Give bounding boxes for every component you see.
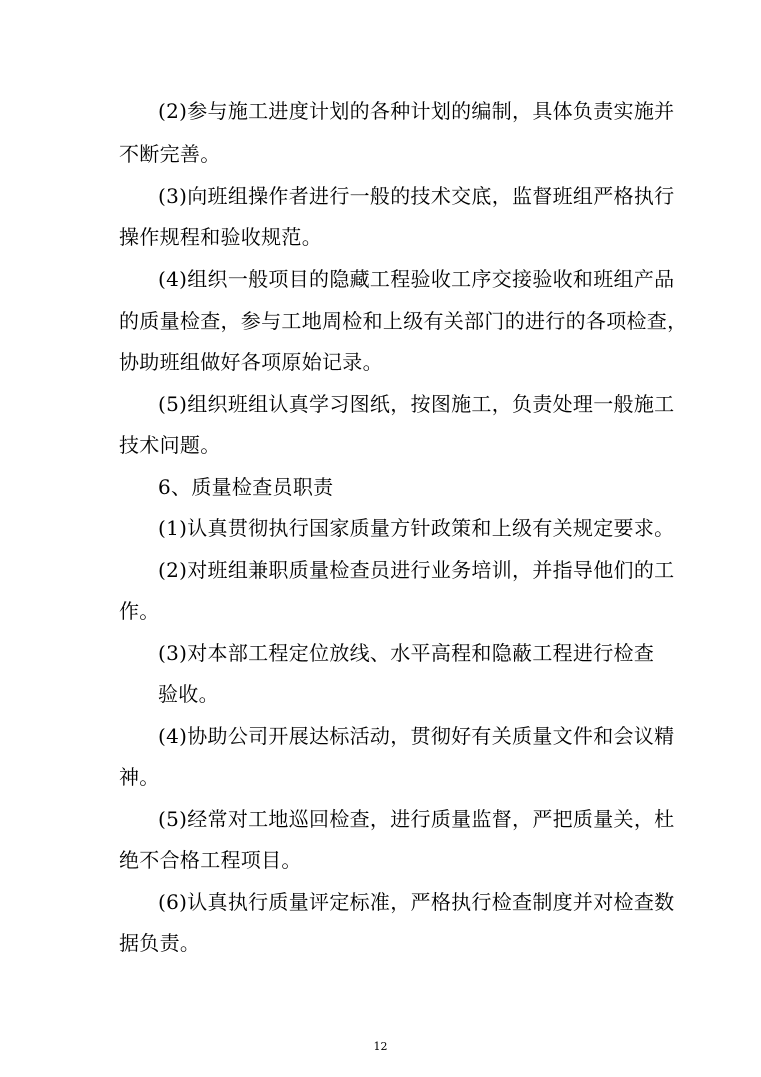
paragraph-line: (2)对班组兼职质量检查员进行业务培训，并指导他们的工 [158, 558, 675, 582]
paragraph-line: 技术问题。 [119, 433, 221, 457]
paragraph-line: 的质量检查，参与工地周检和上级有关部门的进行的各项检查， [119, 309, 688, 333]
paragraph-line: (5)组织班组认真学习图纸，按图施工，负责处理一般施工 [158, 392, 675, 416]
paragraph-line: (4)组织一般项目的隐藏工程验收工序交接验收和班组产品 [158, 267, 675, 291]
paragraph-line: (6)认真执行质量评定标准，严格执行检查制度并对检查数 [158, 890, 675, 914]
paragraph-line: 绝不合格工程项目。 [119, 848, 302, 872]
paragraph-line: (1)认真贯彻执行国家质量方针政策和上级有关规定要求。 [158, 516, 675, 540]
paragraph-line: (5)经常对工地巡回检查，进行质量监督，严把质量关，杜 [158, 807, 675, 831]
section-heading: 6、质量检查员职责 [158, 475, 334, 499]
paragraph-line: (3)向班组操作者进行一般的技术交底，监督班组严格执行 [158, 184, 675, 208]
page-number: 12 [373, 1040, 388, 1053]
paragraph-line: 验收。 [158, 682, 219, 706]
paragraph-line: 据负责。 [119, 931, 201, 955]
paragraph-line: 作。 [119, 599, 160, 623]
paragraph-line: 不断完善。 [119, 142, 221, 166]
paragraph-line: 操作规程和验收规范。 [119, 225, 322, 249]
paragraph-line: (4)协助公司开展达标活动，贯彻好有关质量文件和会议精 [158, 724, 675, 748]
paragraph-line: (3)对本部工程定位放线、水平高程和隐蔽工程进行检查 [158, 641, 655, 665]
paragraph-line: 神。 [119, 765, 160, 789]
paragraph-line: 协助班组做好各项原始记录。 [119, 350, 383, 374]
paragraph-line: (2)参与施工进度计划的各种计划的编制，具体负责实施并 [158, 99, 675, 123]
